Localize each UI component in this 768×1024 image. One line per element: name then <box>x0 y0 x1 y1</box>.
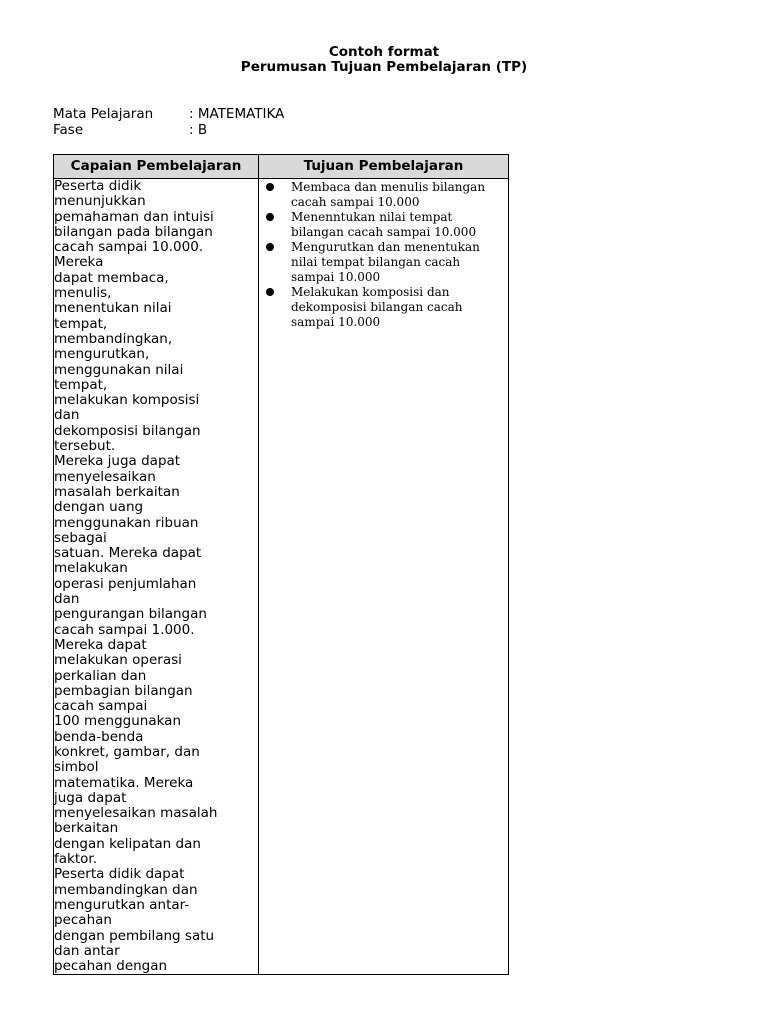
capaian-text-line: operasi penjumlahan <box>54 575 197 592</box>
subject-label: Mata Pelajaran <box>53 106 154 122</box>
capaian-text-line: juga dapat <box>54 789 127 806</box>
list-item-line: Melakukan komposisi dan <box>291 285 450 299</box>
list-item-line: Menenntukan nilai tempat <box>291 210 453 224</box>
capaian-text-line: Mereka juga dapat <box>54 453 181 470</box>
bullet-icon <box>259 285 291 330</box>
subject-value: : MATEMATIKA <box>189 106 285 122</box>
capaian-text-line: tersebut. <box>54 438 116 455</box>
capaian-text-line: konkret, gambar, dan <box>54 743 200 760</box>
capaian-text-line: tempat, <box>54 376 108 393</box>
phase-row <box>53 123 284 139</box>
capaian-text-line: menunjukkan <box>54 193 146 210</box>
capaian-text-line: sebagai <box>54 529 107 546</box>
capaian-text-line: tempat, <box>54 315 108 332</box>
capaian-text-line: dekomposisi bilangan <box>54 422 201 439</box>
capaian-text-line: mengurutkan, <box>54 346 150 363</box>
list-item-line: dekomposisi bilangan cacah <box>291 300 463 314</box>
table-header-row <box>54 155 509 179</box>
bullet-icon <box>259 210 291 240</box>
header-capaian: Capaian Pembelajaran <box>54 155 259 179</box>
list-item-line: nilai tempat bilangan cacah <box>291 255 461 269</box>
capaian-text-line: satuan. Mereka dapat <box>54 545 202 562</box>
capaian-text-line: 100 menggunakan <box>54 713 182 730</box>
tujuan-list <box>259 179 508 330</box>
list-item-line: Mengurutkan dan menentukan <box>291 240 480 254</box>
bullet-icon <box>259 240 291 285</box>
phase-label: Fase <box>53 121 84 138</box>
capaian-text-line: berkaitan <box>54 820 119 837</box>
capaian-text-line: dengan uang <box>54 499 144 516</box>
capaian-text-line: mengurutkan antar- <box>54 896 190 913</box>
capaian-text-line: dan antar <box>54 942 120 959</box>
list-item <box>259 180 508 210</box>
learning-objectives-table <box>53 154 509 975</box>
list-item <box>259 240 508 285</box>
capaian-text-line: membandingkan dan <box>54 881 198 898</box>
capaian-text-line: cacah sampai <box>54 698 148 715</box>
capaian-text-line: cacah sampai 10.000. <box>54 239 204 256</box>
list-item-line: Membaca dan menulis bilangan <box>291 180 486 194</box>
subject-row <box>53 107 284 123</box>
capaian-text-line: pecahan <box>54 912 112 929</box>
capaian-text-line: Mereka dapat <box>54 636 147 653</box>
capaian-text-line: bilangan pada bilangan <box>54 223 213 240</box>
list-item-text <box>291 210 476 240</box>
capaian-text-line: Peserta didik <box>54 178 142 194</box>
capaian-text-line: dan <box>54 591 80 608</box>
list-item-text <box>291 285 462 330</box>
tujuan-cell <box>259 179 509 975</box>
list-item-text <box>291 180 485 210</box>
capaian-text-line: menyelesaikan masalah <box>54 805 218 822</box>
capaian-text-line: membandingkan, <box>54 330 173 347</box>
document-title <box>0 45 768 75</box>
capaian-text-line: matematika. Mereka <box>54 774 194 791</box>
capaian-text-line: dan <box>54 407 80 424</box>
list-item-line: sampai 10.000 <box>291 270 381 284</box>
list-item-text <box>291 240 480 285</box>
capaian-text-line: dapat membaca, <box>54 269 169 286</box>
capaian-text-line: Mereka <box>54 254 104 271</box>
capaian-text-line: simbol <box>54 759 99 776</box>
capaian-text-line: menggunakan ribuan <box>54 514 199 531</box>
list-item <box>259 285 508 330</box>
title-line-1: Contoh format <box>328 44 440 60</box>
capaian-text-line: Peserta didik dapat <box>54 866 185 883</box>
phase-value: : B <box>189 121 208 138</box>
capaian-text-line: melakukan komposisi <box>54 392 200 409</box>
capaian-text-line: faktor. <box>54 851 97 868</box>
capaian-text-line: cacah sampai 1.000. <box>54 621 195 638</box>
list-item <box>259 210 508 240</box>
title-line-2: Perumusan Tujuan Pembelajaran (TP) <box>240 59 528 75</box>
list-item-line: cacah sampai 10.000 <box>291 195 420 209</box>
capaian-text-line: perkalian dan <box>54 667 147 684</box>
capaian-text-line: dengan pembilang satu <box>54 927 215 944</box>
capaian-text-line: pecahan dengan <box>54 958 168 975</box>
capaian-text-line: pemahaman dan intuisi <box>54 208 214 225</box>
capaian-cell <box>54 179 259 975</box>
list-item-line: bilangan cacah sampai 10.000 <box>291 225 477 239</box>
capaian-text-line: melakukan <box>54 560 128 577</box>
document-meta <box>53 107 284 138</box>
list-item-line: sampai 10.000 <box>291 315 381 329</box>
capaian-text-line: pembagian bilangan <box>54 682 193 699</box>
capaian-text-line: masalah berkaitan <box>54 483 180 500</box>
capaian-text-line: pengurangan bilangan <box>54 606 207 623</box>
capaian-text-line: menulis, <box>54 285 112 302</box>
table-row <box>54 179 509 975</box>
bullet-icon <box>259 180 291 210</box>
capaian-text-line: menggunakan nilai <box>54 361 184 378</box>
capaian-text-line: dengan kelipatan dan <box>54 835 201 852</box>
capaian-text-line: benda-benda <box>54 728 144 745</box>
header-tujuan: Tujuan Pembelajaran <box>259 155 509 179</box>
capaian-text-line: menentukan nilai <box>54 300 172 317</box>
capaian-text-line: menyelesaikan <box>54 468 156 485</box>
capaian-text-line: melakukan operasi <box>54 652 182 669</box>
